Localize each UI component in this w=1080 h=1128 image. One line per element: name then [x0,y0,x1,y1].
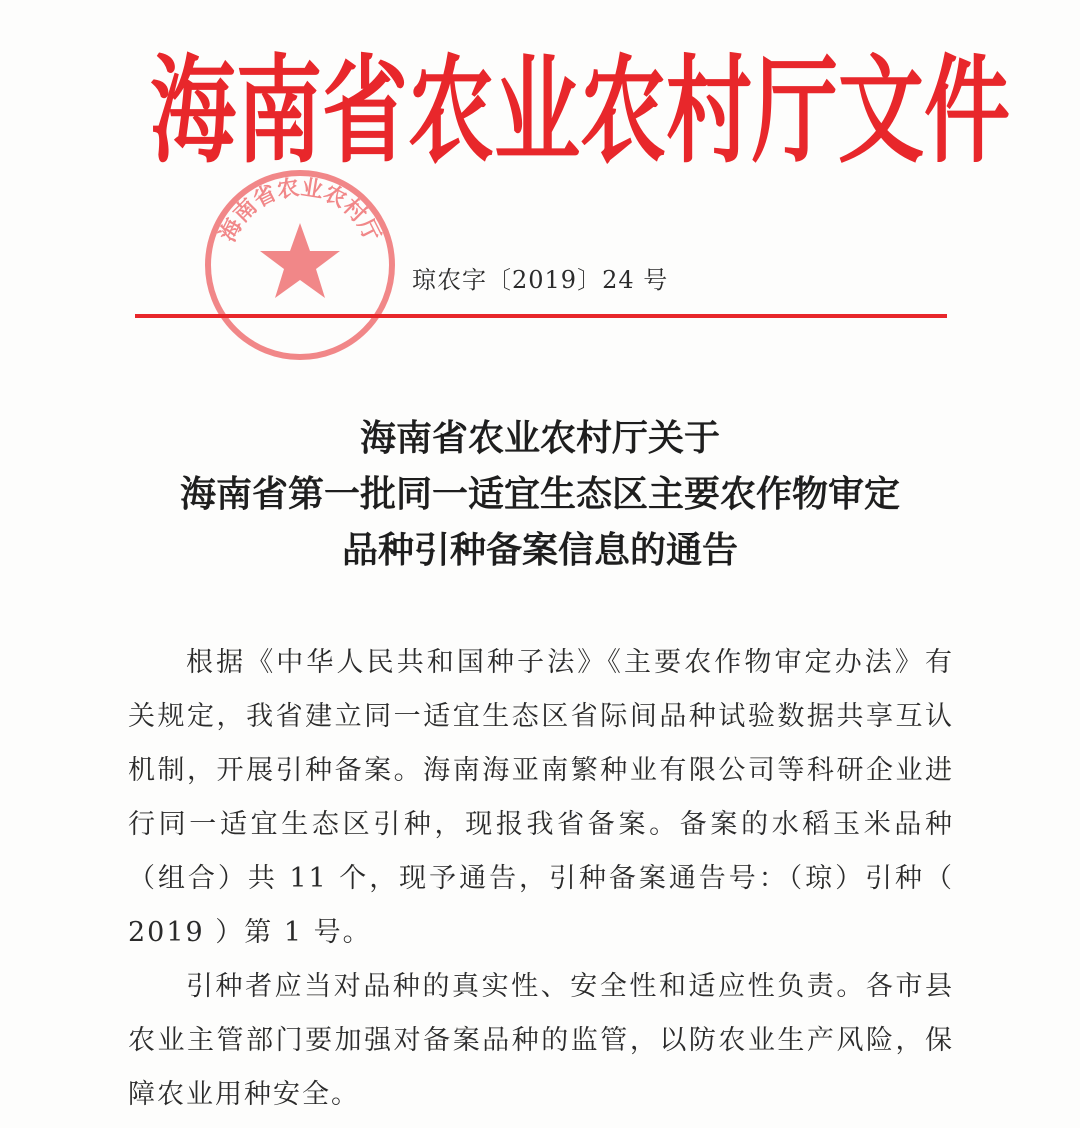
notice-title [100,410,980,578]
notice-title-line-1: 海南省农业农村厅关于 [359,417,720,459]
body-paragraph-1: 根据《中华人民共和国种子法》《主要农作物审定办法》有关规定，我省建立同一适宜生态区省际间品种试验数据共享互认机制，开展引种备案。海南海亚南繁种业有限公司等科研企业进行同一适宜生态区引种，现报我省备案。备案的水稻玉米品种（组合）共 11 个，现予通告，引种备案通告号：（琼）引种（ 2019 ）第 1 号。 [128,647,954,948]
body-paragraph-2: 引种者应当对品种的真实性、安全性和适应性负责。各市县农业主管部门要加强对备案品种的监管，以防农业生产风险，保障农业用种安全。 [128,971,954,1110]
seal-text: 海南省农业农村厅 [215,175,385,246]
agency-header-title: 海南省农业农村厅文件 [150,44,1010,180]
red-divider-line [135,314,947,318]
star-icon [260,223,340,298]
official-seal-stamp [200,165,400,365]
notice-title-line-3: 品种引种备案信息的通告 [341,529,738,571]
notice-body [128,636,954,1122]
notice-title-line-2: 海南省第一批同一适宜生态区主要农作物审定 [179,473,900,515]
document-number: 琼农字〔2019〕24 号 [412,266,669,294]
